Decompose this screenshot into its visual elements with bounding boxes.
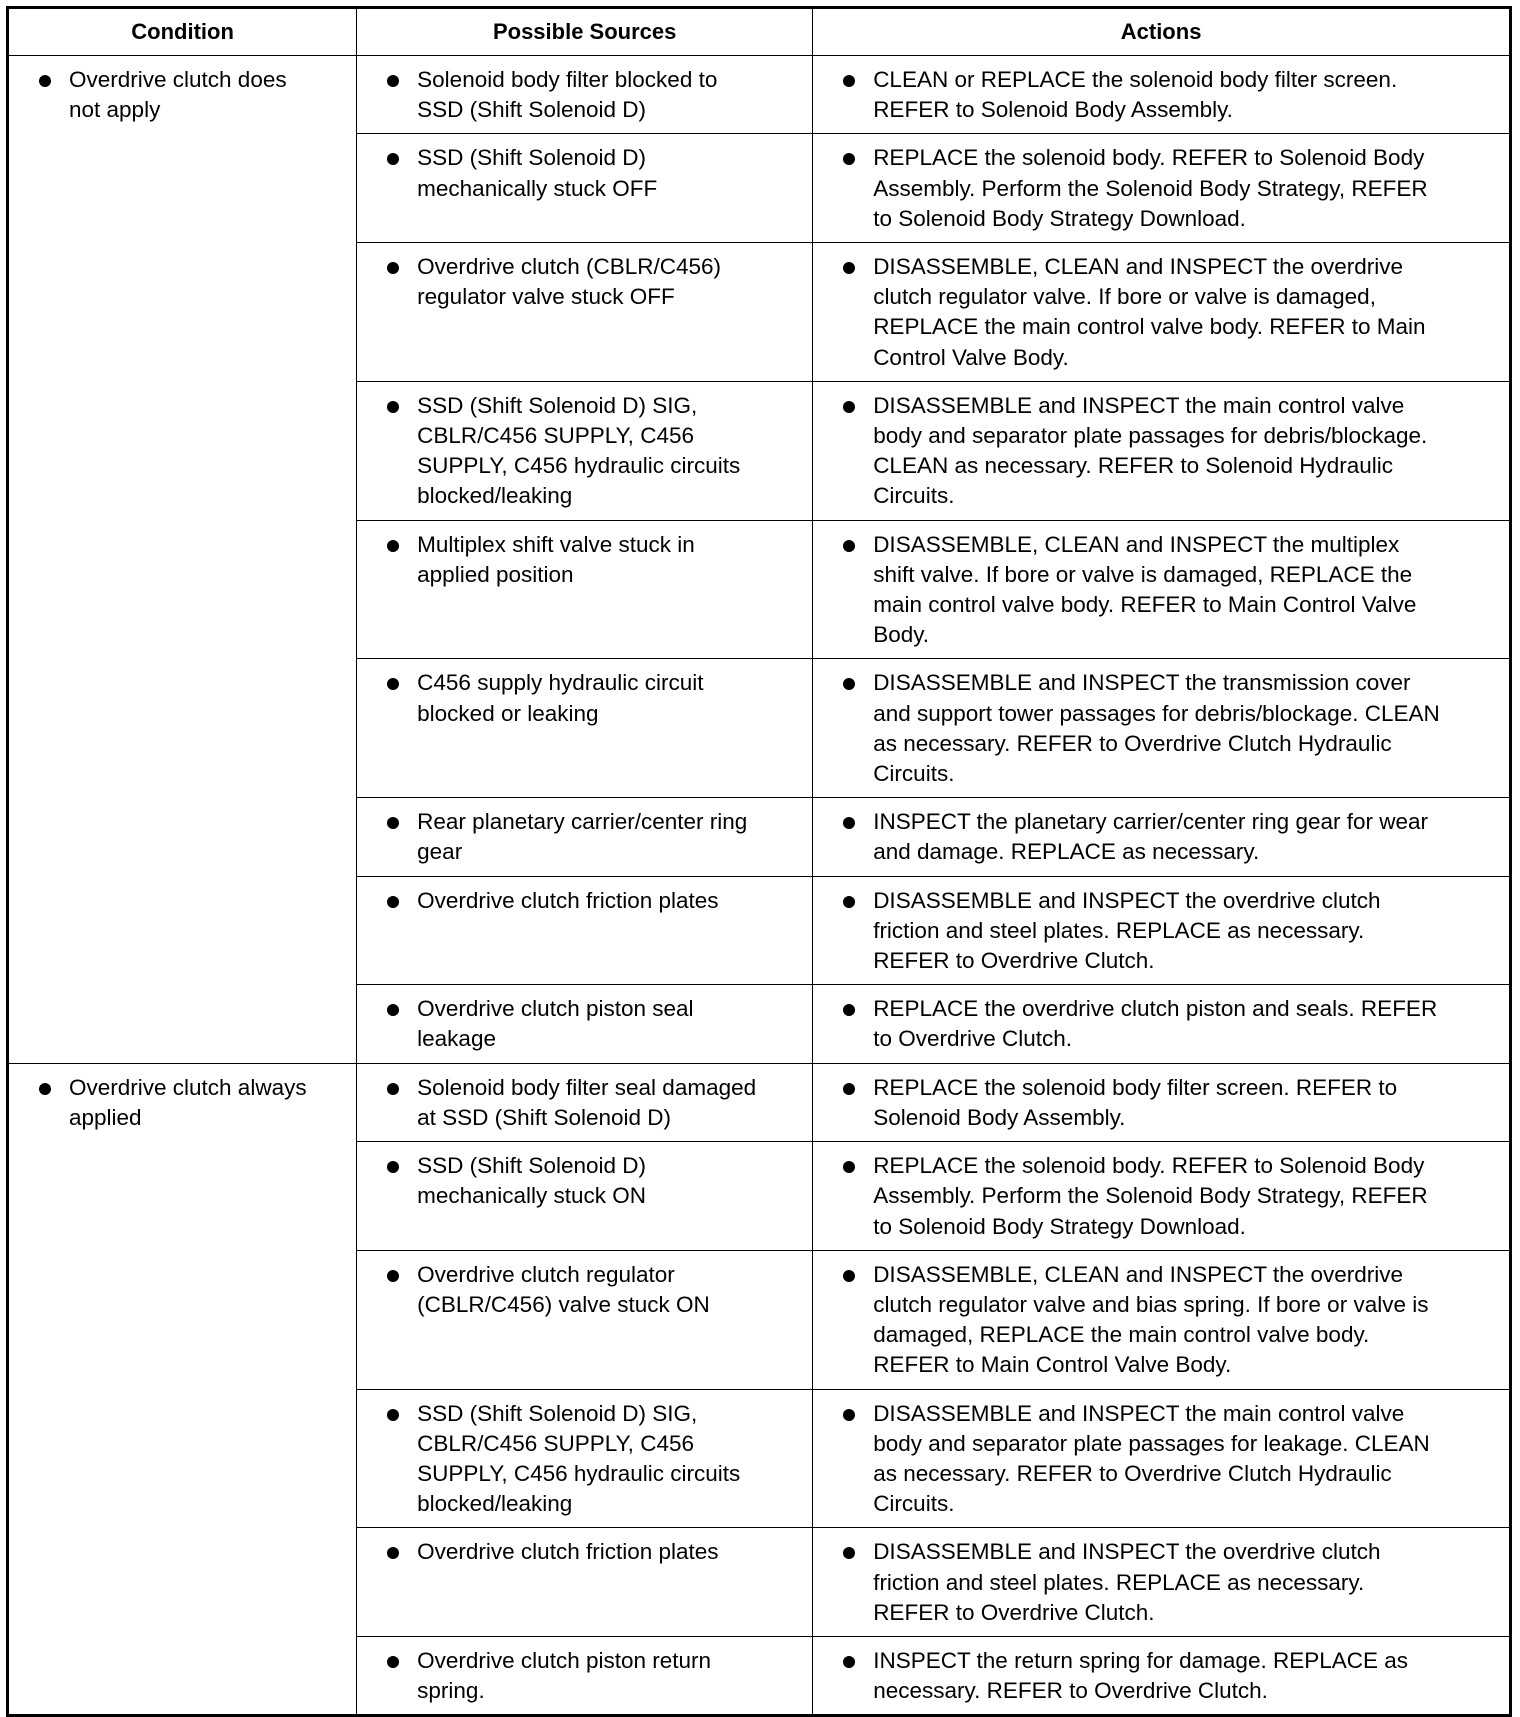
bullet-icon — [363, 391, 417, 512]
bullet-item — [819, 143, 1503, 234]
text-line: body and separator plate passages for leakage. CLEAN — [873, 1430, 1430, 1456]
text-line: Overdrive clutch does — [69, 67, 287, 92]
text-line: Overdrive clutch friction plates — [417, 887, 719, 913]
bullet-icon — [363, 807, 417, 867]
text-line: Overdrive clutch regulator — [417, 1261, 675, 1287]
bullet-icon — [819, 391, 873, 512]
cell-text — [417, 530, 695, 590]
bullet-item — [363, 668, 806, 728]
bullet-item — [363, 252, 806, 312]
cell-text — [873, 252, 1425, 373]
cell-text — [873, 65, 1397, 125]
bullet-item — [819, 1073, 1503, 1133]
text-line: mechanically stuck ON — [417, 1183, 646, 1209]
table-row — [8, 56, 1511, 134]
text-line: mechanically stuck OFF — [417, 175, 658, 201]
bullet-icon — [363, 65, 417, 125]
bullet-item — [363, 1399, 806, 1520]
action-cell — [813, 1063, 1511, 1141]
bullet-item — [819, 807, 1503, 867]
cell-text — [417, 1399, 740, 1520]
bullet-icon — [819, 65, 873, 125]
action-cell — [813, 1528, 1511, 1637]
cell-text — [873, 1399, 1430, 1520]
bullet-item — [819, 1537, 1503, 1628]
text-line: DISASSEMBLE and INSPECT the main control valve — [873, 1400, 1405, 1426]
text-line: REFER to Main Control Valve Body. — [873, 1352, 1232, 1378]
cell-text — [417, 391, 740, 512]
text-line: Solenoid body filter blocked to — [417, 67, 718, 92]
action-cell — [813, 1389, 1511, 1528]
action-cell — [813, 659, 1511, 798]
action-cell — [813, 1142, 1511, 1251]
source-cell — [357, 1528, 813, 1637]
bullet-icon — [363, 1399, 417, 1520]
cell-text — [417, 807, 747, 867]
bullet-icon — [819, 668, 873, 789]
bullet-icon — [363, 668, 417, 728]
bullet-item — [363, 1646, 806, 1706]
cell-text — [873, 994, 1437, 1054]
source-cell — [357, 1063, 813, 1141]
action-cell — [813, 520, 1511, 659]
bullet-item — [363, 530, 806, 590]
text-line: friction and steel plates. REPLACE as necessary. — [873, 917, 1365, 943]
table-row — [8, 1063, 1511, 1141]
bullet-icon — [819, 1151, 873, 1242]
bullet-item — [363, 994, 806, 1054]
bullet-item — [819, 530, 1503, 651]
text-line: as necessary. REFER to Overdrive Clutch Hydraulic — [873, 730, 1392, 756]
text-line: REFER to Solenoid Body Assembly. — [873, 97, 1233, 123]
header-row — [8, 8, 1511, 56]
bullet-item — [819, 65, 1503, 125]
text-line: SSD (Shift Solenoid D) — [417, 145, 647, 171]
text-line: as necessary. REFER to Overdrive Clutch Hydraulic — [873, 1460, 1392, 1486]
cell-text — [873, 391, 1427, 512]
text-line: DISASSEMBLE and INSPECT the transmission cover — [873, 670, 1411, 696]
cell-text — [417, 1537, 718, 1567]
header-possible-sources: Possible Sources — [357, 8, 813, 56]
bullet-item — [363, 65, 806, 125]
text-line: DISASSEMBLE and INSPECT the overdrive clutch — [873, 887, 1381, 913]
bullet-item — [363, 1073, 806, 1133]
text-line: REPLACE the solenoid body. REFER to Solenoid Body — [873, 145, 1425, 171]
text-line: Multiplex shift valve stuck in — [417, 531, 695, 557]
bullet-icon — [363, 530, 417, 590]
action-cell — [813, 876, 1511, 985]
text-line: CLEAN or REPLACE the solenoid body filter screen. — [873, 67, 1398, 92]
text-line: Solenoid Body Assembly. — [873, 1104, 1126, 1130]
action-cell — [813, 798, 1511, 876]
text-line: applied — [69, 1104, 142, 1130]
bullet-icon — [363, 252, 417, 312]
text-line: CLEAN as necessary. REFER to Solenoid Hydraulic — [873, 453, 1393, 479]
text-line: Overdrive clutch piston return — [417, 1647, 712, 1673]
bullet-icon — [819, 807, 873, 867]
cell-text — [873, 807, 1428, 867]
source-cell — [357, 1636, 813, 1715]
bullet-item — [363, 1537, 806, 1567]
text-line: to Solenoid Body Strategy Download. — [873, 205, 1246, 231]
source-cell — [357, 798, 813, 876]
action-cell — [813, 381, 1511, 520]
text-line: REPLACE the overdrive clutch piston and seals. REFER — [873, 996, 1438, 1022]
bullet-icon — [819, 1260, 873, 1381]
cell-text — [417, 1151, 646, 1211]
cell-text — [417, 143, 657, 203]
text-line: blocked or leaking — [417, 700, 599, 726]
text-line: spring. — [417, 1678, 485, 1704]
cell-text — [873, 1260, 1428, 1381]
cell-text — [69, 1073, 307, 1133]
text-line: applied position — [417, 561, 574, 587]
bullet-icon — [363, 1646, 417, 1706]
cell-text — [417, 994, 693, 1054]
bullet-item — [363, 143, 806, 203]
text-line: REPLACE the solenoid body filter screen. REFER to — [873, 1074, 1398, 1100]
header-actions: Actions — [813, 8, 1511, 56]
cell-text — [417, 1073, 756, 1133]
cell-text — [873, 530, 1416, 651]
text-line: Body. — [873, 622, 930, 648]
bullet-item — [363, 391, 806, 512]
text-line: Overdrive clutch piston seal — [417, 996, 694, 1022]
cell-text — [873, 1073, 1397, 1133]
text-line: regulator valve stuck OFF — [417, 284, 675, 310]
source-cell — [357, 381, 813, 520]
text-line: Circuits. — [873, 761, 955, 787]
bullet-icon — [15, 1073, 69, 1133]
text-line: and damage. REPLACE as necessary. — [873, 839, 1260, 865]
source-cell — [357, 659, 813, 798]
action-cell — [813, 1636, 1511, 1715]
bullet-item — [819, 668, 1503, 789]
cell-text — [873, 1151, 1427, 1242]
bullet-icon — [819, 1646, 873, 1706]
action-cell — [813, 134, 1511, 243]
text-line: and support tower passages for debris/blockage. CLEAN — [873, 700, 1440, 726]
cell-text — [873, 1646, 1408, 1706]
source-cell — [357, 134, 813, 243]
text-line: Overdrive clutch friction plates — [417, 1539, 719, 1565]
bullet-icon — [15, 65, 69, 125]
text-line: SUPPLY, C456 hydraulic circuits — [417, 453, 741, 479]
bullet-item — [819, 1260, 1503, 1381]
cell-text — [417, 886, 718, 916]
bullet-icon — [363, 994, 417, 1054]
bullet-icon — [819, 530, 873, 651]
text-line: main control valve body. REFER to Main Control Valve — [873, 592, 1417, 618]
text-line: leakage — [417, 1026, 496, 1052]
bullet-item — [15, 1073, 350, 1133]
condition-cell — [8, 1063, 357, 1716]
bullet-item — [819, 994, 1503, 1054]
cell-text — [873, 1537, 1380, 1628]
cell-text — [873, 668, 1440, 789]
text-line: DISASSEMBLE and INSPECT the main control valve — [873, 392, 1405, 418]
cell-text — [417, 252, 721, 312]
text-line: Rear planetary carrier/center ring — [417, 809, 748, 835]
text-line: blocked/leaking — [417, 483, 573, 509]
bullet-item — [363, 1151, 806, 1211]
text-line: DISASSEMBLE, CLEAN and INSPECT the multiplex — [873, 531, 1400, 557]
text-line: damaged, REPLACE the main control valve body. — [873, 1322, 1370, 1348]
text-line: SUPPLY, C456 hydraulic circuits — [417, 1460, 741, 1486]
source-cell — [357, 1142, 813, 1251]
bullet-item — [363, 807, 806, 867]
text-line: to Solenoid Body Strategy Download. — [873, 1213, 1246, 1239]
text-line: Assembly. Perform the Solenoid Body Strategy, REFER — [873, 175, 1428, 201]
text-line: REFER to Overdrive Clutch. — [873, 1599, 1155, 1625]
bullet-icon — [363, 1073, 417, 1133]
text-line: clutch regulator valve and bias spring. If bore or valve is — [873, 1291, 1429, 1317]
text-line: INSPECT the return spring for damage. REPLACE as — [873, 1647, 1409, 1673]
text-line: DISASSEMBLE and INSPECT the overdrive clutch — [873, 1539, 1381, 1565]
diagnosis-table — [6, 6, 1512, 1717]
bullet-icon — [819, 994, 873, 1054]
bullet-item — [819, 252, 1503, 373]
text-line: gear — [417, 839, 463, 865]
bullet-item — [819, 1151, 1503, 1242]
bullet-icon — [819, 143, 873, 234]
action-cell — [813, 56, 1511, 134]
bullet-icon — [363, 1537, 417, 1567]
text-line: INSPECT the planetary carrier/center ring gear for wear — [873, 809, 1429, 835]
condition-cell — [8, 56, 357, 1064]
text-line: Control Valve Body. — [873, 344, 1069, 370]
cell-text — [873, 886, 1380, 977]
text-line: not apply — [69, 97, 161, 123]
text-line: friction and steel plates. REPLACE as necessary. — [873, 1569, 1365, 1595]
action-cell — [813, 1250, 1511, 1389]
bullet-item — [15, 65, 350, 125]
source-cell — [357, 1250, 813, 1389]
text-line: shift valve. If bore or valve is damaged, REPLACE the — [873, 561, 1413, 587]
text-line: Overdrive clutch (CBLR/C456) — [417, 254, 722, 280]
text-line: REPLACE the main control valve body. REFER to Main — [873, 314, 1426, 340]
cell-text — [873, 143, 1427, 234]
text-line: SSD (Shift Solenoid D) — [417, 97, 647, 123]
bullet-icon — [819, 252, 873, 373]
header-condition: Condition — [8, 8, 357, 56]
text-line: Circuits. — [873, 1491, 955, 1517]
bullet-item — [363, 886, 806, 916]
bullet-icon — [363, 1260, 417, 1320]
text-line: blocked/leaking — [417, 1491, 573, 1517]
text-line: DISASSEMBLE, CLEAN and INSPECT the overdrive — [873, 254, 1403, 280]
text-line: SSD (Shift Solenoid D) SIG, — [417, 1400, 698, 1426]
text-line: necessary. REFER to Overdrive Clutch. — [873, 1678, 1268, 1704]
source-cell — [357, 1389, 813, 1528]
source-cell — [357, 56, 813, 134]
text-line: Solenoid body filter seal damaged — [417, 1074, 757, 1100]
text-line: C456 supply hydraulic circuit — [417, 670, 704, 696]
text-line: (CBLR/C456) valve stuck ON — [417, 1291, 710, 1317]
bullet-icon — [819, 886, 873, 977]
source-cell — [357, 876, 813, 985]
bullet-icon — [819, 1399, 873, 1520]
source-cell — [357, 520, 813, 659]
bullet-icon — [363, 886, 417, 916]
bullet-icon — [363, 1151, 417, 1211]
text-line: SSD (Shift Solenoid D) — [417, 1153, 647, 1179]
cell-text — [69, 65, 287, 125]
bullet-item — [819, 391, 1503, 512]
bullet-icon — [363, 143, 417, 203]
bullet-item — [819, 886, 1503, 977]
text-line: REFER to Overdrive Clutch. — [873, 948, 1155, 974]
text-line: Overdrive clutch always — [69, 1074, 307, 1100]
text-line: at SSD (Shift Solenoid D) — [417, 1104, 672, 1130]
source-cell — [357, 985, 813, 1063]
cell-text — [417, 1260, 710, 1320]
cell-text — [417, 65, 717, 125]
text-line: CBLR/C456 SUPPLY, C456 — [417, 423, 694, 449]
bullet-icon — [819, 1073, 873, 1133]
bullet-item — [819, 1646, 1503, 1706]
action-cell — [813, 985, 1511, 1063]
text-line: SSD (Shift Solenoid D) SIG, — [417, 392, 698, 418]
text-line: REPLACE the solenoid body. REFER to Solenoid Body — [873, 1153, 1425, 1179]
text-line: Assembly. Perform the Solenoid Body Strategy, REFER — [873, 1183, 1428, 1209]
text-line: DISASSEMBLE, CLEAN and INSPECT the overdrive — [873, 1261, 1403, 1287]
bullet-item — [363, 1260, 806, 1320]
source-cell — [357, 243, 813, 382]
text-line: CBLR/C456 SUPPLY, C456 — [417, 1430, 694, 1456]
text-line: Circuits. — [873, 483, 955, 509]
bullet-item — [819, 1399, 1503, 1520]
cell-text — [417, 1646, 711, 1706]
cell-text — [417, 668, 703, 728]
text-line: to Overdrive Clutch. — [873, 1026, 1073, 1052]
bullet-icon — [819, 1537, 873, 1628]
text-line: clutch regulator valve. If bore or valve is damaged, — [873, 284, 1376, 310]
action-cell — [813, 243, 1511, 382]
text-line: body and separator plate passages for debris/blockage. — [873, 423, 1428, 449]
